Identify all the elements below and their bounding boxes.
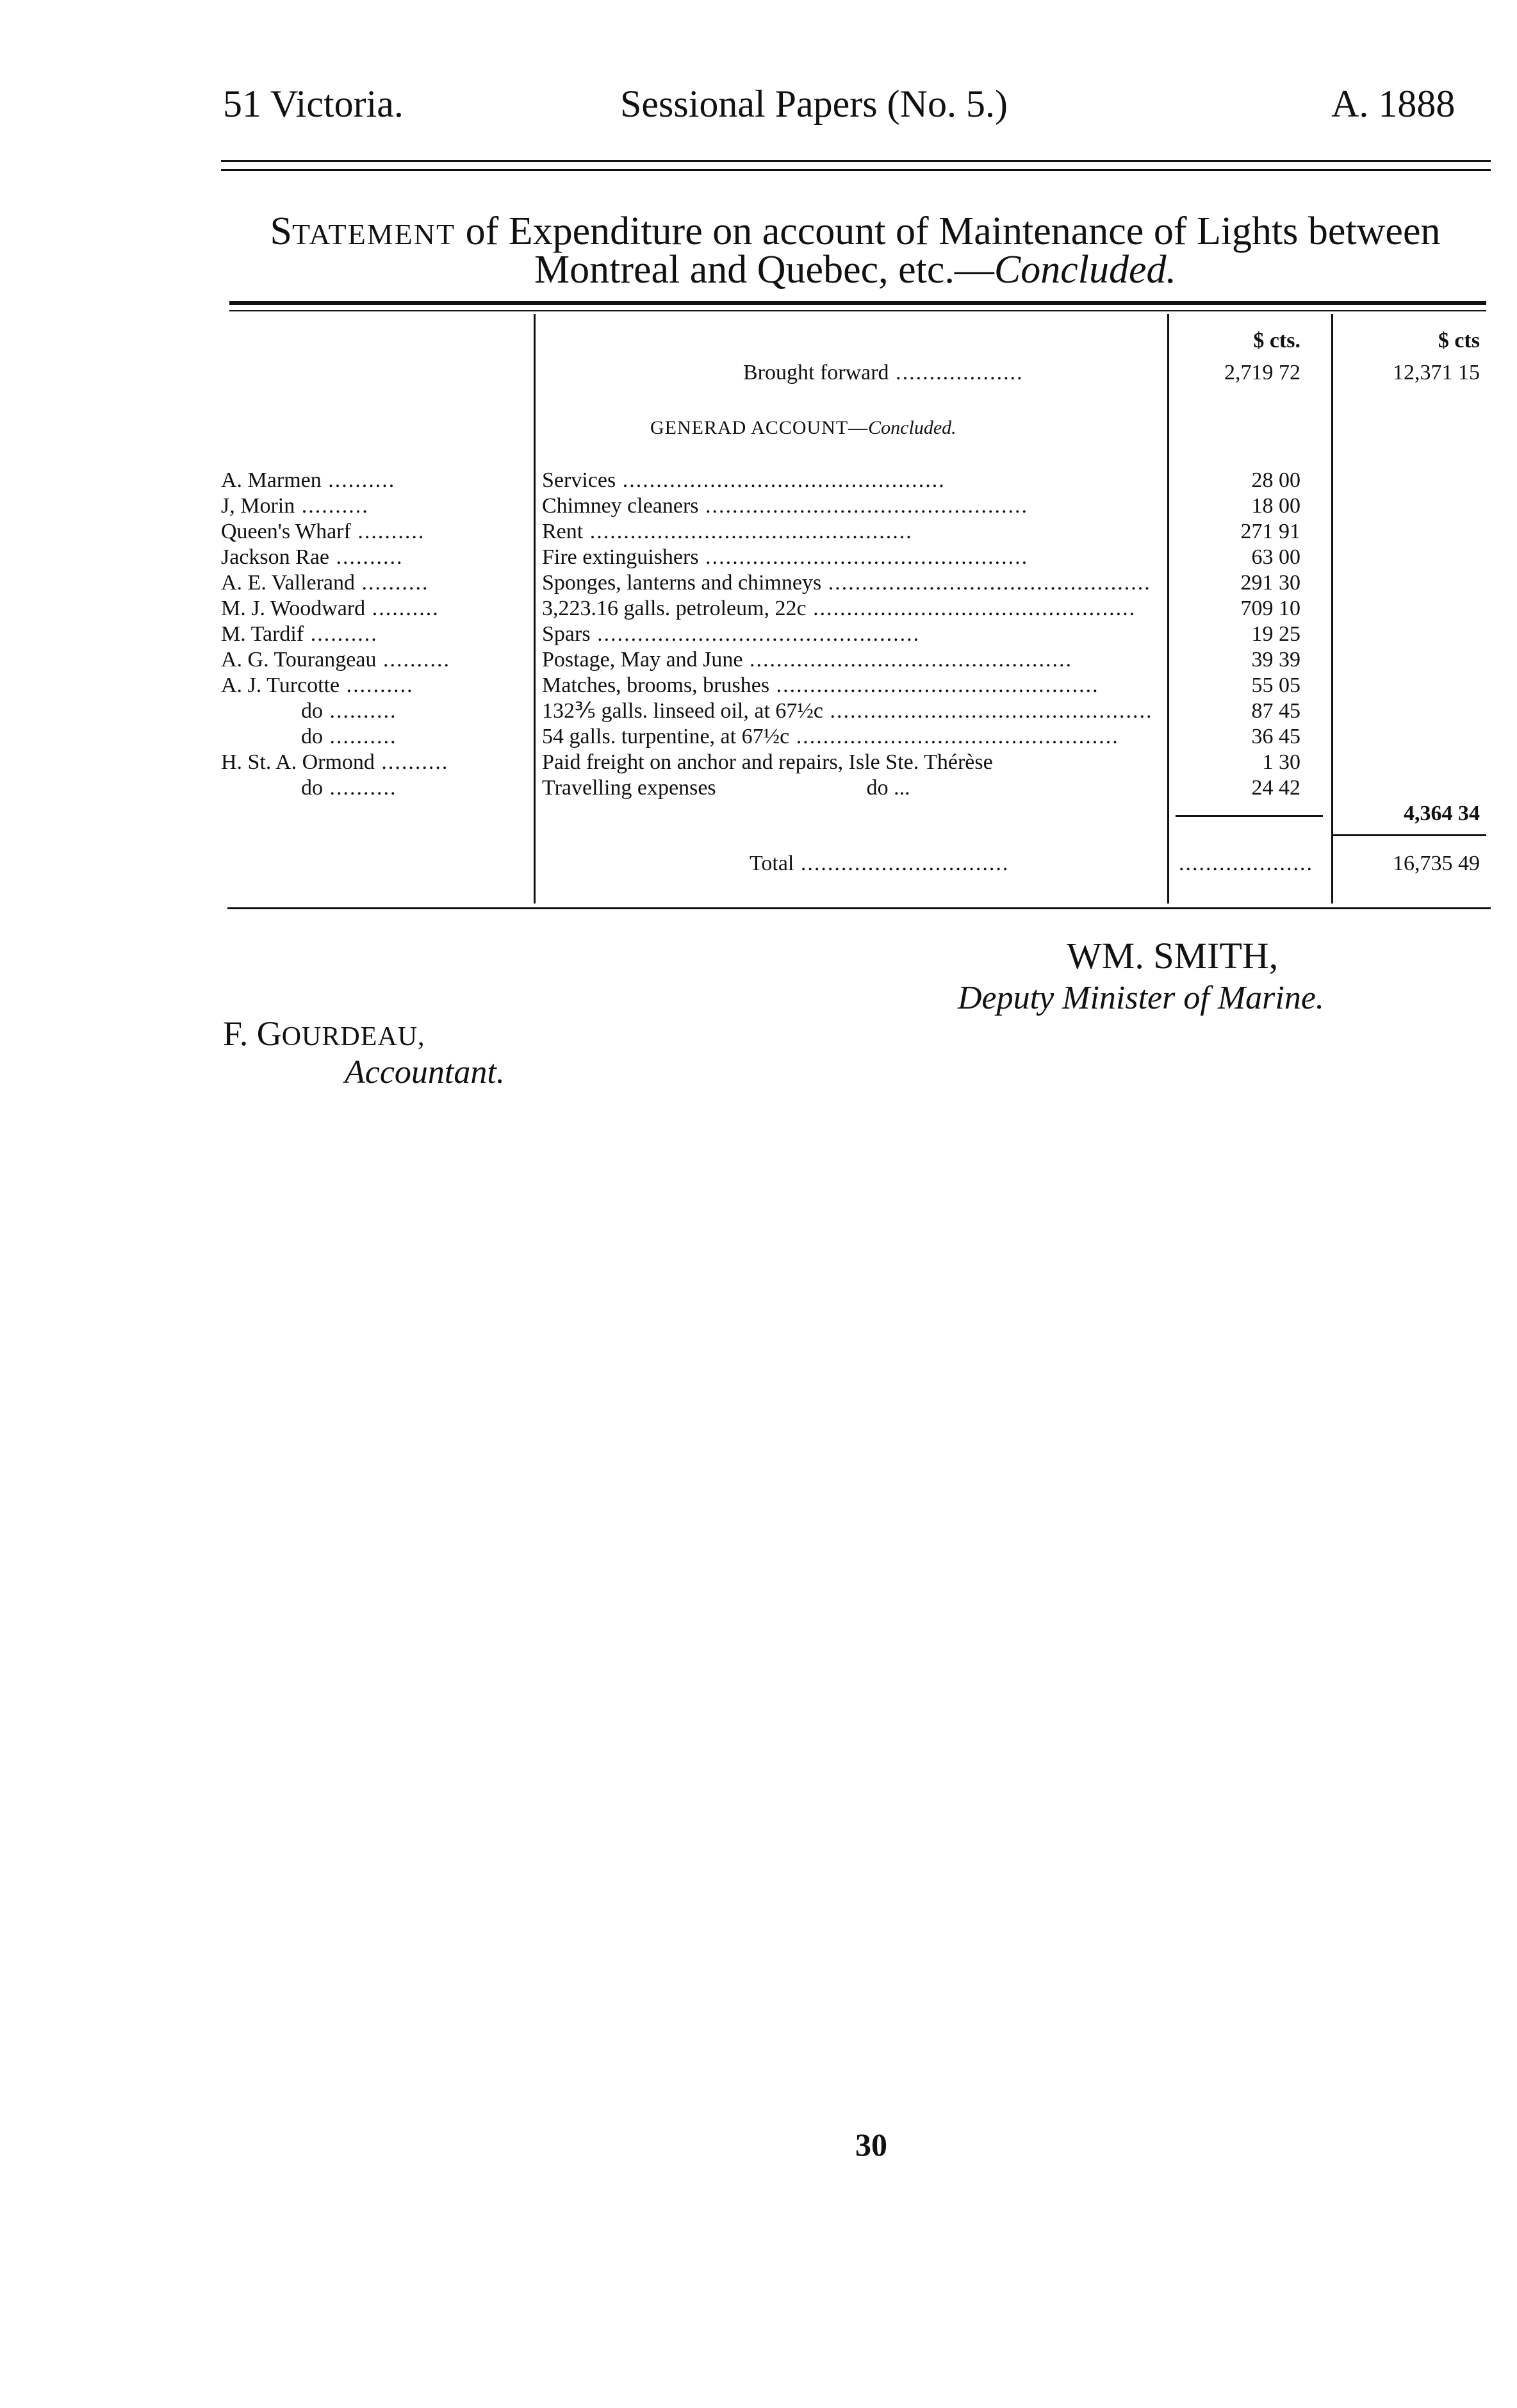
row-payee: do .......... [301, 776, 397, 800]
row-payee: M. J. Woodward .......... [221, 597, 439, 620]
row-description: Spars ................................................ [542, 622, 921, 646]
row-payee: A. G. Tourangeau .......... [221, 648, 450, 672]
row-payee: do .......... [301, 699, 397, 723]
row-description: Sponges, lanterns and chimneys ................................................ [542, 571, 1151, 595]
page-number: 30 [855, 2127, 887, 2163]
table-rule-bottom [227, 907, 1491, 909]
amount2-header: $ cts [1438, 329, 1480, 352]
column-line-payee [534, 314, 536, 903]
row-description: Matches, brooms, brushes ................................................ [542, 673, 1099, 697]
minister-name: WM. SMITH, [1067, 935, 1279, 977]
row-description: Postage, May and June ................................................ [542, 648, 1073, 672]
row-description: Services ................................................ [542, 468, 946, 492]
row-amount: 28 00 [1251, 468, 1300, 492]
row-description: Fire extinguishers ................................................ [542, 545, 1029, 569]
row-payee: H. St. A. Ormond .......... [221, 750, 449, 774]
row-description: 54 galls. turpentine, at 67½c ................................................ [542, 725, 1119, 748]
header-rule-bottom [221, 169, 1491, 171]
row-payee: Queen's Wharf .......... [221, 520, 425, 543]
row-amount: 87 45 [1251, 699, 1300, 723]
row-amount: 18 00 [1251, 494, 1300, 518]
total-rule [1332, 834, 1486, 836]
brought-forward-amount2: 12,371 15 [1393, 361, 1480, 384]
row-amount: 1 30 [1262, 750, 1300, 774]
row-description: 3,223.16 galls. petroleum, 22c ................................................ [542, 597, 1136, 620]
subtotal-rule [1176, 815, 1323, 817]
row-amount: 271 91 [1240, 520, 1300, 543]
header-left: 51 Victoria. [223, 83, 404, 125]
row-description: Travelling expenses do ... [542, 776, 910, 800]
row-amount: 19 25 [1251, 622, 1300, 646]
minister-title: Deputy Minister of Marine. [958, 980, 1324, 1016]
row-description: Chimney cleaners ................................................ [542, 494, 1029, 518]
header-rule-top [221, 160, 1491, 162]
row-payee: A. J. Turcotte .......... [221, 673, 414, 697]
row-amount: 63 00 [1251, 545, 1300, 569]
brought-forward-label: Brought forward ................... [743, 361, 1024, 384]
row-amount: 39 39 [1251, 648, 1300, 672]
row-amount: 24 42 [1251, 776, 1300, 800]
row-description: Rent ................................................ [542, 520, 913, 543]
header-right: A. 1888 [1331, 83, 1456, 125]
header-center: Sessional Papers (No. 5.) [620, 83, 1008, 125]
row-amount: 291 30 [1240, 571, 1300, 595]
row-amount: 709 10 [1240, 597, 1300, 620]
row-description: Paid freight on anchor and repairs, Isle Ste. Thérèse [542, 750, 993, 774]
row-payee: A. Marmen .......... [221, 468, 396, 492]
amount1-header: $ cts. [1253, 329, 1300, 352]
table-rule-top-thin [229, 310, 1486, 311]
row-description: 132⅗ galls. linseed oil, at 67½c ................................................ [542, 699, 1153, 723]
total-amount1-dots: .................... [1179, 852, 1313, 875]
accountant-name: F. GOURDEAU, [223, 1014, 425, 1053]
total-label: Total ............................... [750, 852, 1010, 875]
subtotal-amount: 4,364 34 [1404, 802, 1480, 825]
row-payee: M. Tardif .......... [221, 622, 378, 646]
row-amount: 36 45 [1251, 725, 1300, 748]
section-heading: GENERAD ACCOUNT—Concluded. [650, 417, 956, 438]
table-rule-top-thick [229, 301, 1486, 305]
row-payee: A. E. Vallerand .......... [221, 571, 429, 595]
row-amount: 55 05 [1251, 673, 1300, 697]
brought-forward-amount1: 2,719 72 [1224, 361, 1300, 384]
accountant-title: Accountant. [345, 1054, 505, 1091]
total-amount: 16,735 49 [1393, 852, 1480, 875]
statement-title-line1: STATEMENT of Expenditure on account of Maintenance of Lights between [270, 210, 1441, 253]
row-payee: J, Morin .......... [221, 494, 369, 518]
row-payee: Jackson Rae .......... [221, 545, 404, 569]
column-line-desc [1167, 314, 1169, 903]
row-payee: do .......... [301, 725, 397, 748]
statement-title-line2: Montreal and Quebec, etc.—Concluded. [534, 248, 1176, 292]
